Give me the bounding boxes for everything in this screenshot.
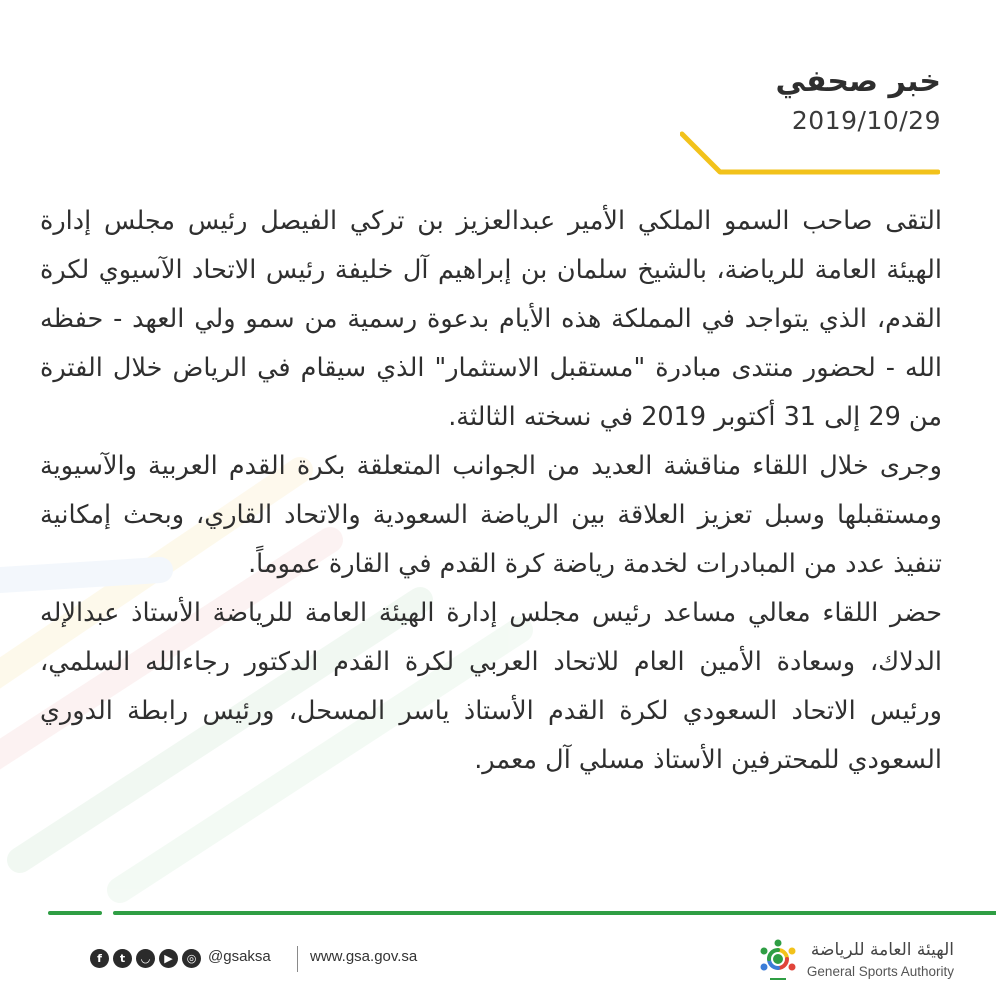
instagram-icon[interactable]: ◎ xyxy=(182,949,201,968)
org-name-english: General Sports Authority xyxy=(806,964,954,979)
snapchat-icon[interactable]: ◡ xyxy=(136,949,155,968)
gsa-emblem-icon xyxy=(755,935,801,991)
org-name-arabic: الهيئة العامة للرياضة xyxy=(810,940,954,960)
footer-divider xyxy=(0,906,996,920)
article-paragraph-1: التقى صاحب السمو الملكي الأمير عبدالعزيز بن تركي الفيصل رئيس مجلس إدارة الهيئة العامة للرياضة، بالشيخ سلمان بن إبراهيم آل خليفة رئيس الاتحاد الآسيوي لكرة القدم، الذي يتواجد في المملكة هذه الأيام بدعوة رسمية من سمو ولي العهد - حفظه الله - لحضور منتدى مبادرة "مستقبل الاستثمار" الذي سيقام في الرياض خلال الفترة من 29 إلى 31 أكتوبر 2019 في نسخته الثالثة. xyxy=(40,206,942,432)
social-icons xyxy=(90,949,201,968)
footer-separator xyxy=(297,946,298,972)
article-body xyxy=(40,197,942,785)
social-handle[interactable]: @gsaksa xyxy=(208,948,271,965)
website-link[interactable]: www.gsa.gov.sa xyxy=(310,948,418,965)
twitter-icon[interactable]: t xyxy=(113,949,132,968)
facebook-icon[interactable]: f xyxy=(90,949,109,968)
article-paragraph-2: وجرى خلال اللقاء مناقشة العديد من الجوانب المتعلقة بكرة القدم العربية والآسيوية ومستقبلها وسبل تعزيز العلاقة بين الرياضة السعودية والاتحاد القاري، وبحث إمكانية تنفيذ عدد من المبادرات لخدمة رياضة كرة القدم في القارة عموماً. xyxy=(40,451,942,579)
release-date: 2019/10/29 xyxy=(791,106,941,135)
youtube-icon[interactable]: ▶ xyxy=(159,949,178,968)
yellow-accent-line xyxy=(680,128,940,178)
page-title: خبر صحفي xyxy=(775,64,941,99)
press-header xyxy=(775,62,941,135)
footer xyxy=(0,930,996,1000)
article-paragraph-3: حضر اللقاء معالي مساعد رئيس مجلس إدارة الهيئة العامة للرياضة الأستاذ عبدالإله الدلاك، وسعادة الأمين العام للاتحاد العربي لكرة القدم الدكتور رجاءالله السلمي، ورئيس الاتحاد السعودي لكرة القدم الأستاذ ياسر المسحل، ورئيس رابطة الدوري السعودي للمحترفين الأستاذ مسلي آل معمر. xyxy=(40,598,942,775)
